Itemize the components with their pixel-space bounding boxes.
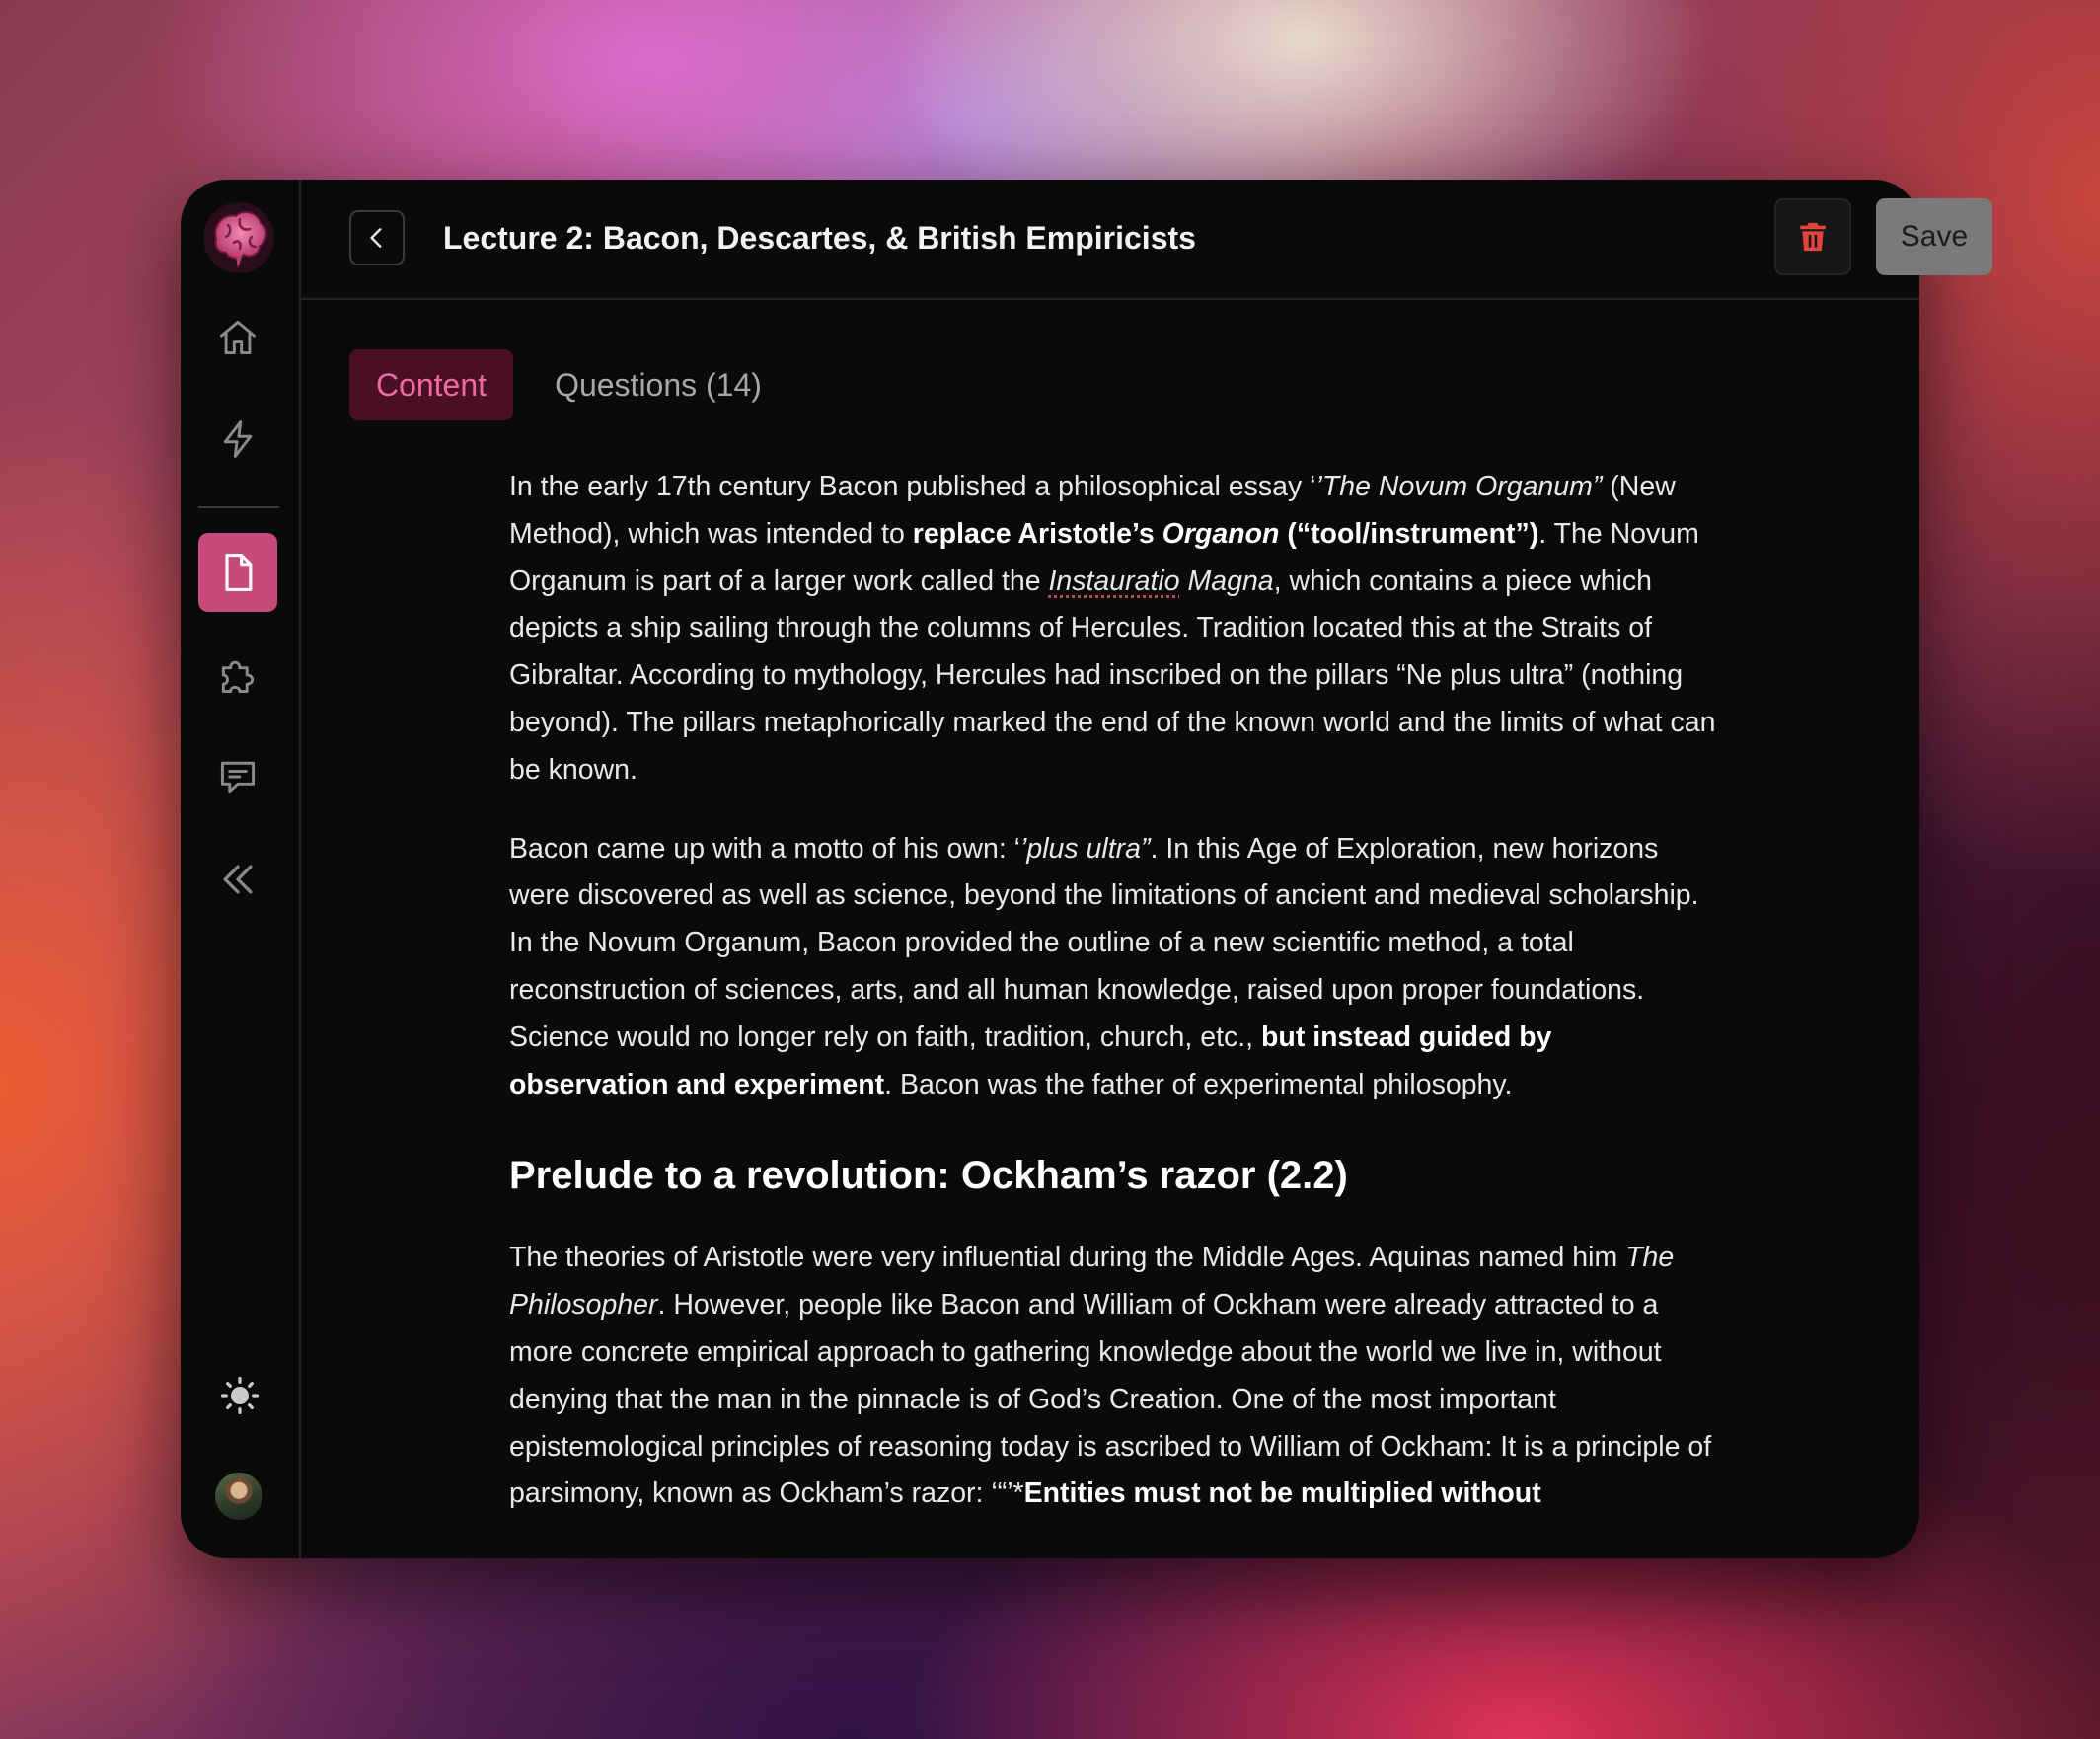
back-button[interactable] bbox=[349, 210, 405, 265]
paragraph bbox=[509, 1235, 1718, 1518]
text: In the early 17th century Bacon published a philosophical essay ‘ bbox=[509, 471, 1316, 502]
page-title: Lecture 2: Bacon, Descartes, & British Empiricists bbox=[443, 220, 1196, 256]
text-bold: Entities must not be multiplied without bbox=[1023, 1477, 1541, 1510]
text-bold: replace Aristotle’s bbox=[912, 517, 1162, 550]
text-bold-italic: Organon bbox=[1162, 517, 1280, 550]
trash-icon bbox=[1796, 220, 1830, 254]
sun-icon[interactable] bbox=[218, 1374, 262, 1417]
text-italic: The Philosopher bbox=[509, 1242, 1675, 1322]
lightning-icon[interactable] bbox=[198, 400, 277, 479]
header bbox=[301, 180, 1969, 300]
paragraph bbox=[509, 464, 1718, 794]
home-icon[interactable] bbox=[198, 298, 277, 377]
text-italic: Magna bbox=[1179, 565, 1274, 597]
lecture-content bbox=[509, 464, 1718, 1550]
sidebar bbox=[181, 180, 301, 1558]
avatar[interactable] bbox=[215, 1473, 262, 1520]
tab-content[interactable]: Content bbox=[349, 349, 513, 420]
text: Bacon came up with a motto of his own: ‘ bbox=[509, 832, 1021, 865]
paragraph bbox=[509, 826, 1718, 1109]
puzzle-icon[interactable] bbox=[198, 636, 277, 715]
text: (New Method), which was intended to bbox=[509, 471, 1676, 550]
chat-icon[interactable] bbox=[198, 737, 277, 816]
text: , which contains a piece which depicts a ship sailing through the columns of Hercules. Tradition located this at the Straits of Gibraltar. According to mythology, Hercules had inscribed on the pillars “Ne plus ultra” (nothing beyond). The pillars metaphorically marked the end of the known world and the limits of what can be known. bbox=[509, 565, 1716, 786]
text: . In this Age of Exploration, new horizons were discovered as well as science, beyond the limitations of ancient and medieval scholarship. In the Novum Organum, Bacon provided the outline of a new scientific method, a total reconstruction of sciences, arts, and all human knowledge, raised upon proper foundations. Science would no longer rely on faith, tradition, church, etc., bbox=[509, 832, 1699, 1053]
section-heading: Prelude to a revolution: Ockham’s razor (2.2) bbox=[509, 1154, 1348, 1198]
delete-button[interactable] bbox=[1774, 198, 1851, 275]
brain-logo-icon[interactable] bbox=[200, 199, 277, 276]
collapse-icon[interactable] bbox=[198, 840, 277, 919]
chevron-left-icon bbox=[364, 225, 390, 251]
text-bold: (“tool/instrument”) bbox=[1279, 517, 1539, 550]
text: . The Novum Organum is part of a larger work called the bbox=[509, 517, 1699, 597]
text: The theories of Aristotle were very influential during the Middle Ages. Aquinas named him bbox=[509, 1242, 1626, 1274]
text-bold: but instead guided by observation and experiment bbox=[509, 1021, 1552, 1100]
tab-questions[interactable]: Questions (14) bbox=[555, 366, 762, 403]
text-italic-misspelled: Instauratio bbox=[1048, 565, 1180, 597]
text-italic: ’The Novum Organum” bbox=[1315, 471, 1603, 502]
app-window bbox=[181, 180, 1969, 1558]
sidebar-divider bbox=[198, 506, 279, 508]
text: . Bacon was the father of experimental philosophy. bbox=[884, 1068, 1513, 1100]
text: . However, people like Bacon and William of Ockham were already attracted to a more concrete empirical approach to gathering knowledge about the world we live in, without denying that the man in the pinnacle is of God’s Creation. One of the most important epistemological principles of reasoning today is ascribed to William of Ockham: It is a principle of parsimony, known as Ockham’s razor: ‘“’* bbox=[509, 1289, 1712, 1510]
document-icon[interactable] bbox=[198, 533, 277, 612]
save-button[interactable]: Save bbox=[1876, 198, 1992, 275]
text-italic: ’plus ultra” bbox=[1020, 832, 1151, 865]
